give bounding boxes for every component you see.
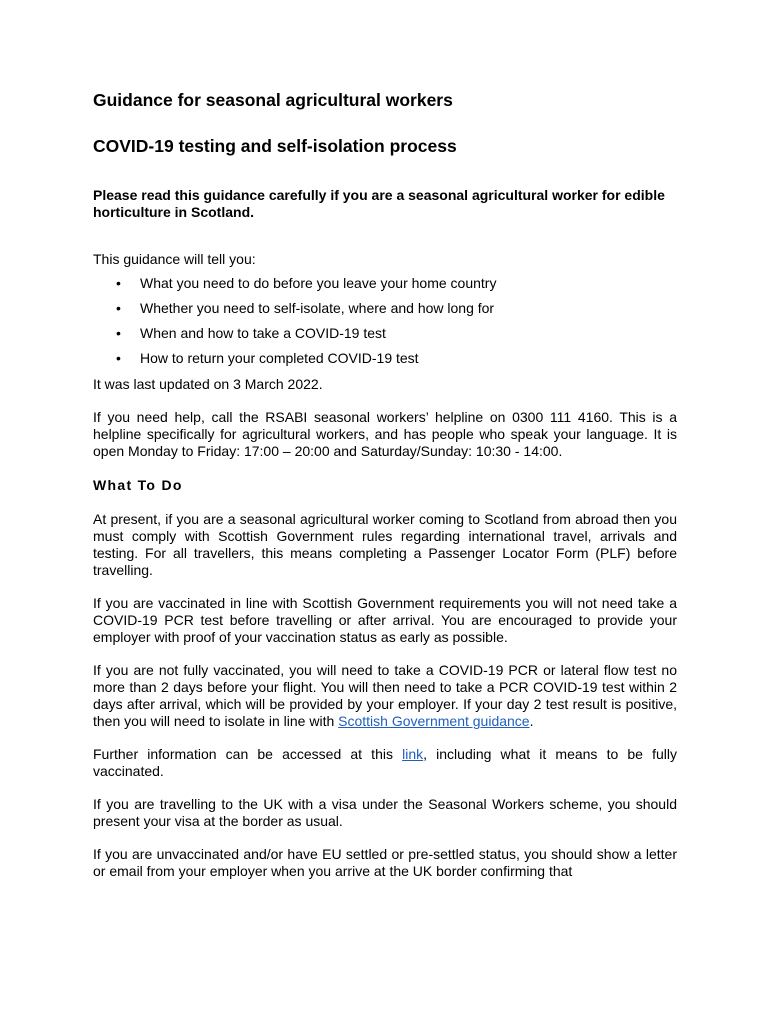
bullet-lead: This guidance will tell you: <box>93 251 256 267</box>
paragraph-not-vaccinated: If you are not fully vaccinated, you will need to take a COVID-19 PCR or lateral flow test no more than 2 days before your flight. You will then need to take a PCR COVID-19 test within 2 days after arrival, which will be provided by your employer. If your day 2 test result is positive, then you will need to isolate in line with Scottish Government guidance. <box>93 662 677 729</box>
document-body <box>93 89 677 880</box>
paragraph-travel-rules: At present, if you are a seasonal agricultural worker coming to Scotland from abroad then you must comply with Scottish Government rules regarding international travel, arrivals and testing. For all travellers, this means completing a Passenger Locator Form (PLF) before travelling. <box>93 511 677 578</box>
helpline-paragraph: If you need help, call the RSABI seasonal workers’ helpline on 0300 111 4160. This is a helpline specifically for agricultural workers, and has people who speak your language. It is open Monday to Friday: 17:00 – 20:00 and Saturday/Sunday: 10:30 - 14:00. <box>93 409 677 459</box>
last-updated: It was last updated on 3 March 2022. <box>93 376 323 392</box>
paragraph-unvaccinated: If you are unvaccinated and/or have EU settled or pre-settled status, you should show a letter or email from your employer when you arrive at the UK border confirming that <box>93 846 677 879</box>
bullet-icon: • <box>116 300 121 316</box>
section-heading-what-to-do: What To Do <box>93 477 183 493</box>
list-item: • What you need to do before you leave your home country <box>116 275 497 291</box>
list-item: • Whether you need to self-isolate, where and how long for <box>116 300 495 316</box>
further-information-link[interactable]: link <box>402 746 424 762</box>
guidance-topics-list <box>93 275 677 367</box>
list-item: • When and how to take a COVID-19 test <box>116 325 386 341</box>
scottish-government-guidance-link[interactable]: Scottish Government guidance <box>338 713 530 729</box>
document-subtitle: COVID-19 testing and self-isolation process <box>93 136 457 156</box>
paragraph-visa: If you are travelling to the UK with a visa under the Seasonal Workers scheme, you should present your visa at the border as usual. <box>93 796 677 829</box>
bullet-icon: • <box>116 275 121 291</box>
bullet-icon: • <box>116 350 121 366</box>
list-item: • How to return your completed COVID-19 test <box>116 350 419 366</box>
bullet-icon: • <box>116 325 121 341</box>
paragraph-vaccinated: If you are vaccinated in line with Scottish Government requirements you will not need take a COVID-19 PCR test before travelling or after arrival. You are encouraged to provide your employer with proof of your vaccination status as early as possible. <box>93 595 677 645</box>
paragraph-further-info: Further information can be accessed at this link, including what it means to be fully vaccinated. <box>93 746 677 779</box>
document-title: Guidance for seasonal agricultural workers <box>93 90 453 110</box>
intro-notice: Please read this guidance carefully if you are a seasonal agricultural worker for edible horticulture in Scotland. <box>93 187 665 220</box>
